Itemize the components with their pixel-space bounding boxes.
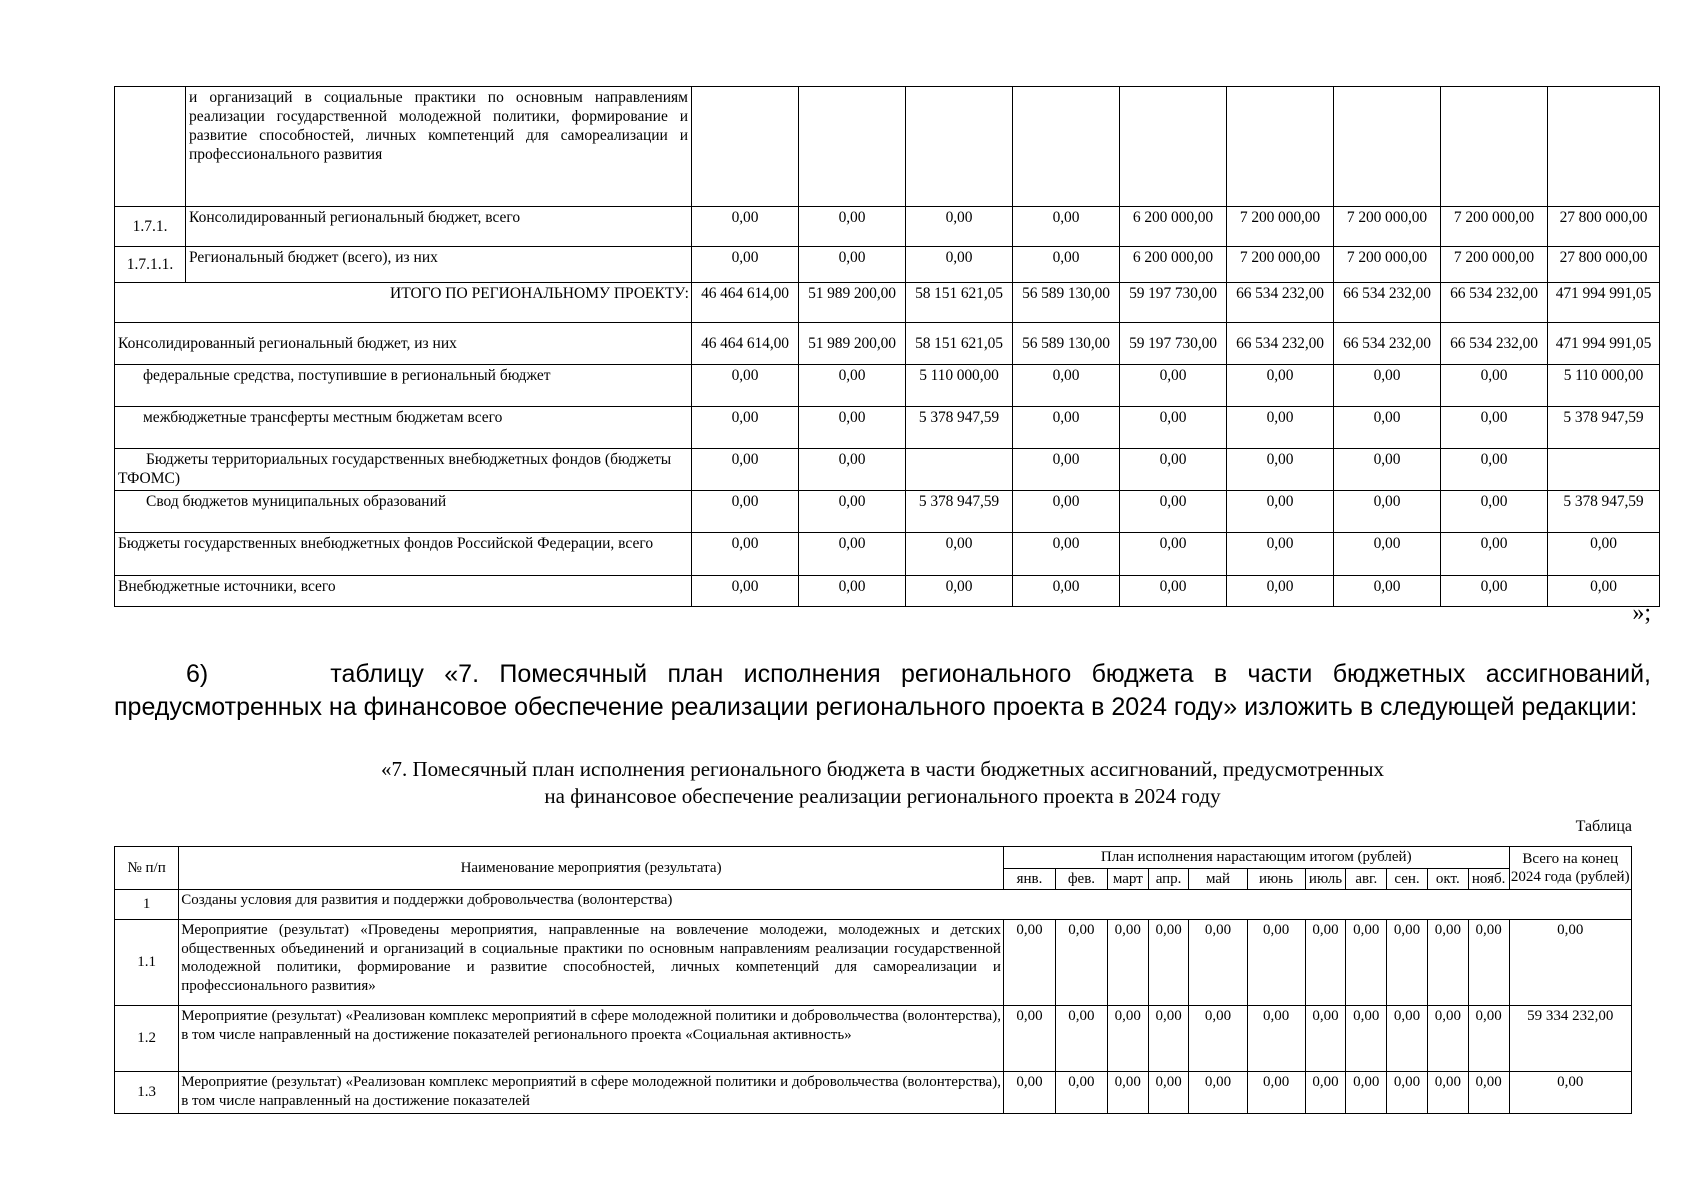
summary-value: 0,00 <box>692 365 799 407</box>
summary-value: 0,00 <box>906 533 1013 576</box>
row-number <box>115 87 186 207</box>
summary-value: 0,00 <box>799 533 906 576</box>
summary-name: федеральные средства, поступившие в региональный бюджет <box>115 365 692 407</box>
summary-value: 5 378 947,59 <box>1548 407 1660 449</box>
total-value: 51 989 200,00 <box>799 283 906 323</box>
row-value: 7 200 000,00 <box>1441 247 1548 283</box>
summary-value: 0,00 <box>1013 407 1120 449</box>
caption-line-1: «7. Помесячный план исполнения регионального бюджета в части бюджетных ассигнований, предусмотренных <box>380 757 1385 781</box>
total-value: 66 534 232,00 <box>1227 283 1334 323</box>
row-value: 0,00 <box>799 247 906 283</box>
summary-value: 0,00 <box>1227 407 1334 449</box>
month-value: 0,00 <box>1387 1006 1428 1072</box>
total-label: ИТОГО ПО РЕГИОНАЛЬНОМУ ПРОЕКТУ: <box>115 283 692 323</box>
section-name: Созданы условия для развития и поддержки добровольчества (волонтерства) <box>179 890 1632 920</box>
month-value: 0,00 <box>1055 920 1107 1006</box>
summary-value <box>906 449 1013 491</box>
month-header: авг. <box>1346 868 1387 890</box>
summary-value: 0,00 <box>692 576 799 607</box>
summary-value: 0,00 <box>799 449 906 491</box>
summary-row <box>115 576 1660 607</box>
paragraph-number: 6) <box>186 660 209 688</box>
summary-name: Консолидированный региональный бюджет, из них <box>115 323 692 365</box>
summary-value: 0,00 <box>1227 533 1334 576</box>
row-value <box>1334 87 1441 207</box>
summary-value: 0,00 <box>1334 449 1441 491</box>
month-value: 0,00 <box>1107 920 1148 1006</box>
summary-row <box>115 533 1660 576</box>
row-value <box>906 87 1013 207</box>
month-value: 0,00 <box>1107 1006 1148 1072</box>
monthly-plan-table <box>114 846 1632 1114</box>
row-value <box>1013 87 1120 207</box>
month-header: янв. <box>1003 868 1055 890</box>
summary-value: 0,00 <box>1013 449 1120 491</box>
row-value <box>799 87 906 207</box>
row-value: 0,00 <box>1013 207 1120 247</box>
summary-value: 0,00 <box>1334 407 1441 449</box>
month-header: нояб. <box>1468 868 1509 890</box>
budget-row <box>115 87 1660 207</box>
summary-value: 0,00 <box>1013 491 1120 533</box>
month-value: 0,00 <box>1387 1072 1428 1114</box>
row-value: 6 200 000,00 <box>1120 207 1227 247</box>
month-value: 0,00 <box>1247 1006 1305 1072</box>
summary-value: 0,00 <box>1227 576 1334 607</box>
paragraph-text: таблицу «7. Помесячный план исполнения регионального бюджета в части бюджетных ассигнований, предусмотренных на финансовое обеспечение реализации регионального проекта в 2024 году» изложить в следующей редакции: <box>114 660 1651 721</box>
summary-value: 0,00 <box>1441 491 1548 533</box>
row-value: 27 800 000,00 <box>1548 247 1660 283</box>
activity-number: 1.1 <box>115 920 179 1006</box>
amendment-paragraph <box>114 658 1651 724</box>
month-value: 0,00 <box>1427 1006 1468 1072</box>
summary-name: Бюджеты территориальных государственных внебюджетных фондов (бюджеты ТФОМС) <box>115 449 692 491</box>
summary-value: 66 534 232,00 <box>1334 323 1441 365</box>
summary-value: 0,00 <box>1441 449 1548 491</box>
summary-value: 0,00 <box>1334 491 1441 533</box>
month-value: 0,00 <box>1148 1072 1189 1114</box>
summary-value: 5 378 947,59 <box>906 491 1013 533</box>
summary-value: 471 994 991,05 <box>1548 323 1660 365</box>
closing-quote: »; <box>1632 600 1651 626</box>
summary-value: 0,00 <box>1227 449 1334 491</box>
regional-budget-table <box>114 86 1660 607</box>
monthly-header-row <box>115 847 1632 869</box>
summary-value: 0,00 <box>1013 533 1120 576</box>
month-value: 0,00 <box>1189 1006 1247 1072</box>
month-value: 0,00 <box>1055 1072 1107 1114</box>
summary-name: Бюджеты государственных внебюджетных фондов Российской Федерации, всего <box>115 533 692 576</box>
summary-value: 0,00 <box>1548 576 1660 607</box>
table-label: Таблица <box>1575 818 1632 835</box>
month-header: окт. <box>1427 868 1468 890</box>
row-value <box>692 87 799 207</box>
summary-value: 0,00 <box>1013 576 1120 607</box>
activity-number: 1.3 <box>115 1072 179 1114</box>
table-caption <box>114 756 1651 810</box>
month-header: май <box>1189 868 1247 890</box>
row-value: 7 200 000,00 <box>1227 207 1334 247</box>
row-value: 0,00 <box>692 247 799 283</box>
row-value: 0,00 <box>1013 247 1120 283</box>
month-value: 0,00 <box>1427 920 1468 1006</box>
row-value <box>1120 87 1227 207</box>
summary-value: 46 464 614,00 <box>692 323 799 365</box>
summary-value: 0,00 <box>1441 365 1548 407</box>
summary-row <box>115 407 1660 449</box>
summary-value: 66 534 232,00 <box>1441 323 1548 365</box>
month-value: 0,00 <box>1427 1072 1468 1114</box>
summary-value: 5 110 000,00 <box>906 365 1013 407</box>
summary-value <box>1548 449 1660 491</box>
total-row <box>115 283 1660 323</box>
summary-value: 0,00 <box>1548 533 1660 576</box>
month-value: 0,00 <box>1346 1006 1387 1072</box>
summary-value: 0,00 <box>799 407 906 449</box>
summary-value: 0,00 <box>1120 491 1227 533</box>
activity-number: 1.2 <box>115 1006 179 1072</box>
summary-value: 0,00 <box>1120 449 1227 491</box>
activity-total: 0,00 <box>1509 920 1631 1006</box>
budget-row <box>115 207 1660 247</box>
summary-value: 5 378 947,59 <box>1548 491 1660 533</box>
row-number: 1.7.1.1. <box>115 247 186 283</box>
header-name: Наименование мероприятия (результата) <box>179 847 1004 890</box>
summary-value: 0,00 <box>1334 576 1441 607</box>
summary-value: 0,00 <box>799 365 906 407</box>
summary-row <box>115 323 1660 365</box>
month-value: 0,00 <box>1247 920 1305 1006</box>
summary-value: 51 989 200,00 <box>799 323 906 365</box>
summary-value: 58 151 621,05 <box>906 323 1013 365</box>
summary-value: 0,00 <box>906 576 1013 607</box>
summary-value: 0,00 <box>692 491 799 533</box>
summary-value: 0,00 <box>1120 407 1227 449</box>
row-value: 27 800 000,00 <box>1548 207 1660 247</box>
month-header: март <box>1107 868 1148 890</box>
row-value: 0,00 <box>692 207 799 247</box>
total-value: 46 464 614,00 <box>692 283 799 323</box>
activity-total: 59 334 232,00 <box>1509 1006 1631 1072</box>
month-value: 0,00 <box>1305 920 1346 1006</box>
month-value: 0,00 <box>1346 920 1387 1006</box>
month-value: 0,00 <box>1387 920 1428 1006</box>
summary-value: 0,00 <box>1441 533 1548 576</box>
summary-value: 0,00 <box>692 407 799 449</box>
row-name: Региональный бюджет (всего), из них <box>186 247 692 283</box>
month-value: 0,00 <box>1468 920 1509 1006</box>
month-value: 0,00 <box>1468 1006 1509 1072</box>
month-value: 0,00 <box>1189 1072 1247 1114</box>
summary-value: 0,00 <box>1334 365 1441 407</box>
summary-value: 0,00 <box>692 449 799 491</box>
header-plan: План исполнения нарастающим итогом (рублей) <box>1003 847 1509 869</box>
summary-value: 0,00 <box>1120 576 1227 607</box>
row-name: Консолидированный региональный бюджет, всего <box>186 207 692 247</box>
total-value: 56 589 130,00 <box>1013 283 1120 323</box>
row-value: 0,00 <box>906 207 1013 247</box>
month-value: 0,00 <box>1107 1072 1148 1114</box>
activity-row <box>115 1072 1632 1114</box>
summary-value: 0,00 <box>1120 365 1227 407</box>
summary-value: 0,00 <box>799 491 906 533</box>
month-value: 0,00 <box>1003 1072 1055 1114</box>
activity-name: Мероприятие (результат) «Реализован комплекс мероприятий в сфере молодежной политики и добровольчества (волонтерства), в том числе направленный на достижение показателей <box>179 1072 1004 1114</box>
summary-value: 5 378 947,59 <box>906 407 1013 449</box>
row-value <box>1227 87 1334 207</box>
header-num: № п/п <box>115 847 179 890</box>
month-value: 0,00 <box>1346 1072 1387 1114</box>
month-value: 0,00 <box>1468 1072 1509 1114</box>
month-value: 0,00 <box>1148 920 1189 1006</box>
month-header: июнь <box>1247 868 1305 890</box>
summary-value: 66 534 232,00 <box>1227 323 1334 365</box>
activity-row <box>115 920 1632 1006</box>
total-value: 66 534 232,00 <box>1441 283 1548 323</box>
summary-value: 0,00 <box>1334 533 1441 576</box>
section-row <box>115 890 1632 920</box>
total-value: 58 151 621,05 <box>906 283 1013 323</box>
month-value: 0,00 <box>1247 1072 1305 1114</box>
month-header: сен. <box>1387 868 1428 890</box>
summary-row <box>115 365 1660 407</box>
summary-value: 0,00 <box>1227 491 1334 533</box>
month-value: 0,00 <box>1189 920 1247 1006</box>
section-number: 1 <box>115 890 179 920</box>
row-value <box>1548 87 1660 207</box>
summary-value: 0,00 <box>1120 533 1227 576</box>
activity-total: 0,00 <box>1509 1072 1631 1114</box>
month-value: 0,00 <box>1003 920 1055 1006</box>
row-value: 0,00 <box>799 207 906 247</box>
month-value: 0,00 <box>1003 1006 1055 1072</box>
row-value: 6 200 000,00 <box>1120 247 1227 283</box>
row-value: 7 200 000,00 <box>1441 207 1548 247</box>
summary-name: Внебюджетные источники, всего <box>115 576 692 607</box>
summary-value: 0,00 <box>692 533 799 576</box>
month-value: 0,00 <box>1055 1006 1107 1072</box>
month-value: 0,00 <box>1148 1006 1189 1072</box>
activity-name: Мероприятие (результат) «Проведены мероприятия, направленные на вовлечение молодежи, молодежных и детских общественных объединений и организаций в социальные практики по основным направлениям реализации государственной молодежной политики, формирование и развитие способностей, личных компетенций для самореализации и профессионального развития» <box>179 920 1004 1006</box>
row-value: 7 200 000,00 <box>1227 247 1334 283</box>
month-header: июль <box>1305 868 1346 890</box>
total-value: 59 197 730,00 <box>1120 283 1227 323</box>
summary-value: 0,00 <box>799 576 906 607</box>
summary-value: 0,00 <box>1227 365 1334 407</box>
summary-value: 0,00 <box>1441 407 1548 449</box>
summary-value: 0,00 <box>1013 365 1120 407</box>
row-number: 1.7.1. <box>115 207 186 247</box>
summary-value: 5 110 000,00 <box>1548 365 1660 407</box>
summary-name: межбюджетные трансферты местным бюджетам всего <box>115 407 692 449</box>
summary-name: Свод бюджетов муниципальных образований <box>115 491 692 533</box>
activity-row <box>115 1006 1632 1072</box>
total-value: 66 534 232,00 <box>1334 283 1441 323</box>
summary-value: 56 589 130,00 <box>1013 323 1120 365</box>
total-value: 471 994 991,05 <box>1548 283 1660 323</box>
budget-row <box>115 247 1660 283</box>
row-value: 0,00 <box>906 247 1013 283</box>
summary-row <box>115 491 1660 533</box>
month-header: апр. <box>1148 868 1189 890</box>
row-value: 7 200 000,00 <box>1334 247 1441 283</box>
row-name: и организаций в социальные практики по основным направлениям реализации государственной молодежной политики, формирование и развитие способностей, личных компетенций для самореализации и профессионального развития <box>186 87 692 207</box>
header-total: Всего на конец 2024 года (рублей) <box>1509 847 1631 890</box>
activity-name: Мероприятие (результат) «Реализован комплекс мероприятий в сфере молодежной политики и добровольчества (волонтерства), в том числе направленный на достижение показателей регионального проекта «Социальная активность» <box>179 1006 1004 1072</box>
summary-value: 59 197 730,00 <box>1120 323 1227 365</box>
summary-row <box>115 449 1660 491</box>
row-value <box>1441 87 1548 207</box>
summary-value: 0,00 <box>1441 576 1548 607</box>
month-header: фев. <box>1055 868 1107 890</box>
caption-line-2: на финансовое обеспечение реализации регионального проекта в 2024 году <box>544 784 1221 808</box>
month-value: 0,00 <box>1305 1072 1346 1114</box>
row-value: 7 200 000,00 <box>1334 207 1441 247</box>
month-value: 0,00 <box>1305 1006 1346 1072</box>
